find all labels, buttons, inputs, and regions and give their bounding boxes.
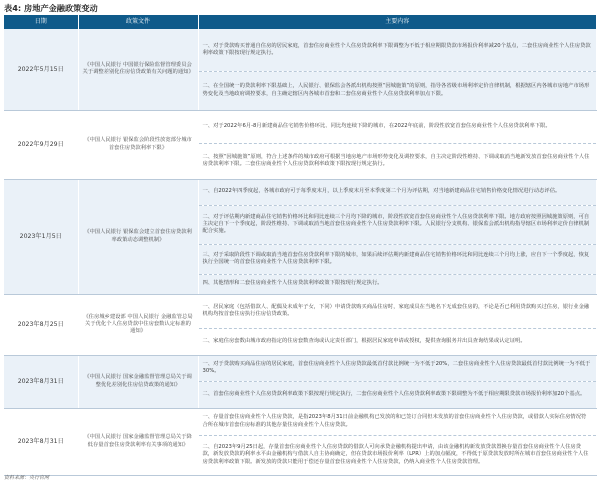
header-date: 日期 <box>4 15 78 29</box>
table-row <box>4 29 596 71</box>
row-content-item: 一、存量首套住房商业性个人住房贷款，是指2023年8月31日前金融机构已发放的和已签订合同但未发放的首套住房商业性个人住房贷款，或借款人实际住房情况符合所在城市首套住房标准的其他存量住房商业性个人住房贷款。 <box>198 408 596 435</box>
row-content-item: 三、对于采取阶段性下调或取消当地首套住房贷款利率下限的城市，如果后续评估期内新建商品住宅销售价格环比和同比连续三个月均上涨，应自下一个季度起，恢复执行全国统一的首套住房商业性个人住房贷款利率下限。 <box>198 244 596 274</box>
row-document: 《中国人民银行 银保监会阶段性放宽部分城市首套住房贷款利率下限》 <box>78 110 198 179</box>
header-content: 主要内容 <box>198 15 596 29</box>
row-date: 2023年8月31日 <box>4 355 78 408</box>
row-content-item: 二、首套住房商业性个人住房贷款利率政策下限按现行规定执行，二套住房商业性个人住房贷款利率政策下限调整为不低于相应期限贷款市场报价利率加20个基点。 <box>198 381 596 408</box>
row-content-item: 一、对于贷款购买普通自住房的居民家庭，首套住房商业性个人住房贷款利率下限调整为不低于相应期限贷款市场报价利率减20个基点，二套住房商业性个人住房贷款利率政策下限按现行规定执行。 <box>198 29 596 71</box>
header-row <box>4 15 596 29</box>
row-date: 2023年1月5日 <box>4 179 78 294</box>
row-content-item: 二、家庭住房套数由城市政府指定的住房套数查询或认定责任部门，根据居民家庭申请或授权，提供查询服务并出具查询结果或认定证明。 <box>198 328 596 355</box>
row-content-item: 二、按照“因城施策”原则，符合上述条件的城市政府可根据当地房地产市场形势变化及调控要求，自主决定阶段性维持、下调或取消当地新发放首套住房商业性个人住房贷款利率下限。二套住房商业性个人住房贷款利率政策下限按现行规定执行。 <box>198 143 596 179</box>
row-document: 《中国人民银行 中国银行保险监督管理委员会关于调整差别化住房信贷政策有关问题的通知》 <box>78 29 198 110</box>
table-row <box>4 408 596 435</box>
row-content-item: 一、对于2022年6月-8月新建商品住宅销售价格环比、同比均连续下降的城市，在2022年底前，阶段性放宽首套住房商业性个人住房贷款利率下限。 <box>198 110 596 143</box>
table-row <box>4 179 596 205</box>
policy-table <box>4 15 597 476</box>
row-date: 2022年9月29日 <box>4 110 78 179</box>
table-title: 表4: 房地产金融政策变动 <box>4 3 98 13</box>
row-content-item: 二、对于评估期内新建商品住宅销售价格环比和同比连续三个月均下降的城市，阶段性放宽首套住房商业性个人住房贷款利率下限。地方政府按照因城施策原则，可自主决定自下一个季度起，阶段性维持、下调或取消当地首套住房商业性个人住房贷款利率下限。人民银行分支机构、银保监会派出机构指导辖区市场利率定价自律机制配合实施。 <box>198 205 596 244</box>
row-document: 《中国人民银行 银保监会建立首套住房贷款利率政策动态调整机制》 <box>78 179 198 294</box>
row-content-item: 一、对于贷款购买商品住房的居民家庭，首套住房商业性个人住房贷款最低首付款比例统一为不低于20%，二套住房商业性个人住房贷款最低首付款比例统一为不低于30%。 <box>198 355 596 381</box>
table-row <box>4 110 596 143</box>
row-document: 《中国人民银行 国家金融监督管理总局关于降低存量首套住房贷款利率有关事项的通知》 <box>78 408 198 475</box>
row-date: 2023年8月25日 <box>4 294 78 355</box>
row-content-item: 二、在全国统一的贷款利率下限基础上，人民银行、银保监会各派出机构按照“因城施策”的原则，指导各省级市场利率定价自律机制，根据辖区内各城市房地产市场形势变化及当地政府调控要求，自主确定辖区内各城市首套和二套住房商业性个人住房贷款利率加点下限。 <box>198 71 596 110</box>
row-date: 2023年8月31日 <box>4 408 78 475</box>
header-document: 政策文件 <box>78 15 198 29</box>
source-note: 资料来源：央行官网 <box>4 475 50 481</box>
row-document: 《住房城乡建设部 中国人民银行 金融监管总局关于优化个人住房贷款中住房套数认定标准的通知》 <box>78 294 198 355</box>
row-content-item: 一、自2022年四季度起，各城市政府可于每季度末月，以上季度末月至本季度第二个月为评估期，对当地新建商品住宅销售价格变化情况进行动态评估。 <box>198 179 596 205</box>
table-row <box>4 294 596 328</box>
table-row <box>4 355 596 381</box>
row-content-item: 四、其他情形和二套住房商业性个人住房贷款利率政策下限按现行规定执行。 <box>198 274 596 294</box>
row-date: 2022年5月15日 <box>4 29 78 110</box>
row-document: 《中国人民银行 国家金融监督管理总局关于调整优化差别化住房信贷政策的通知》 <box>78 355 198 408</box>
row-content-item: 二、自2023年9月25日起，存量首套住房商业性个人住房贷款的借款人可向承贷金融机构提出申请，由该金融机构新发放贷款置换存量首套住房商业性个人住房贷款，新发放贷款的利率水平由金融机构与借款人自主协商确定，但在贷款市场报价利率（LPR）上的加点幅度，不得低于原贷款发放时所在城市首套住房商业性个人住房贷款利率政策下限。新发放的贷款只能用于偿还存量首套住房商业性个人住房贷款，仍纳入商业性个人住房贷款管理。 <box>198 435 596 475</box>
row-content-item: 一、居民家庭（包括借款人、配偶及未成年子女，下同）申请贷款购买商品住房时，家庭成员在当地名下无成套住房的，不论是否已利用贷款购买过住房，银行业金融机构均按首套住房执行住房信贷政策。 <box>198 294 596 328</box>
